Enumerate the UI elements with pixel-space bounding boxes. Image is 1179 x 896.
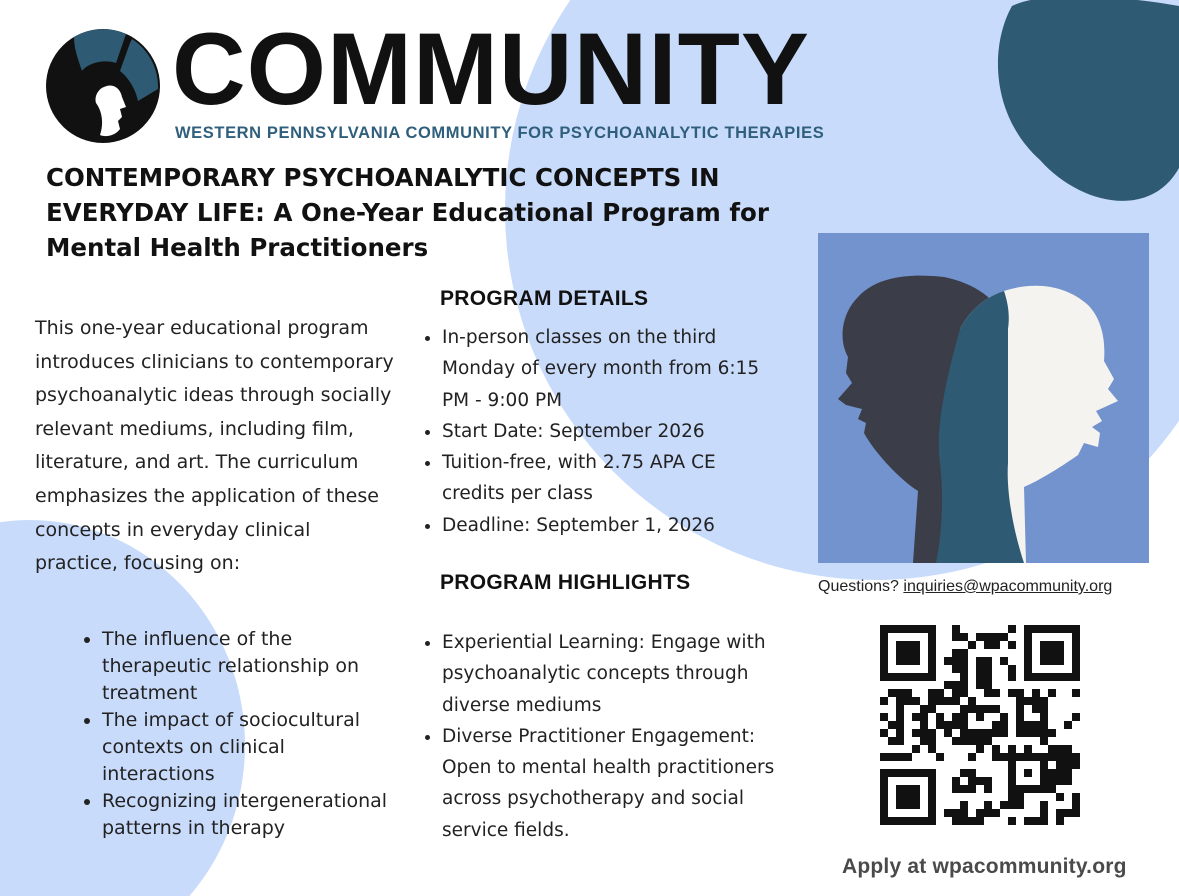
- program-highlights-heading: PROGRAM HIGHLIGHTS: [440, 571, 691, 594]
- details-item: • Start Date: September 2026: [442, 416, 782, 447]
- brand-title: COMMUNITY: [172, 12, 810, 126]
- details-item: • Deadline: September 1, 2026: [442, 510, 782, 541]
- details-item: • Tuition-free, with 2.75 APA CE credits per class: [442, 447, 782, 510]
- focus-item: • Recognizing intergenerational patterns in therapy: [102, 788, 402, 842]
- details-item: • In-person classes on the third Monday of every month from 6:15 PM - 9:00 PM: [442, 322, 782, 416]
- headline-line-1: CONTEMPORARY PSYCHOANALYTIC CONCEPTS IN: [46, 163, 720, 192]
- questions-label: Questions?: [818, 578, 899, 595]
- brand-subtitle: WESTERN PENNSYLVANIA COMMUNITY FOR PSYCHOANALYTIC THERAPIES: [175, 124, 825, 142]
- program-details-heading: PROGRAM DETAILS: [440, 287, 649, 310]
- program-highlights-list: [402, 627, 782, 846]
- questions-line: [818, 578, 1112, 596]
- focus-item: • The influence of the therapeutic relationship on treatment: [102, 626, 402, 707]
- apply-call-to-action[interactable]: Apply at wpacommunity.org: [842, 855, 1127, 878]
- focus-list: [62, 626, 402, 842]
- focus-item: • The impact of sociocultural contexts on clinical interactions: [102, 707, 402, 788]
- headline-line-2: EVERYDAY LIFE: A One-Year Educational Program for: [46, 198, 769, 227]
- qr-code-icon[interactable]: [880, 625, 1080, 825]
- highlights-item: • Experiential Learning: Engage with psychoanalytic concepts through diverse mediums: [442, 627, 782, 721]
- intro-paragraph: This one-year educational program introduces clinicians to contemporary psychoanalytic ideas through socially relevant mediums, including film, literature, and art. The curriculum emphasizes the application of these concepts in everyday clinical practice, focusing on:: [35, 317, 394, 575]
- highlights-item: • Diverse Practitioner Engagement: Open to mental health practitioners across psychotherapy and social service fields.: [442, 721, 782, 846]
- community-logo-icon: [44, 27, 162, 145]
- email-link[interactable]: inquiries@wpacommunity.org: [903, 578, 1113, 595]
- program-details-list: [402, 322, 782, 541]
- two-heads-illustration: [818, 233, 1149, 563]
- program-headline: [46, 160, 806, 265]
- headline-line-3: Mental Health Practitioners: [46, 233, 429, 262]
